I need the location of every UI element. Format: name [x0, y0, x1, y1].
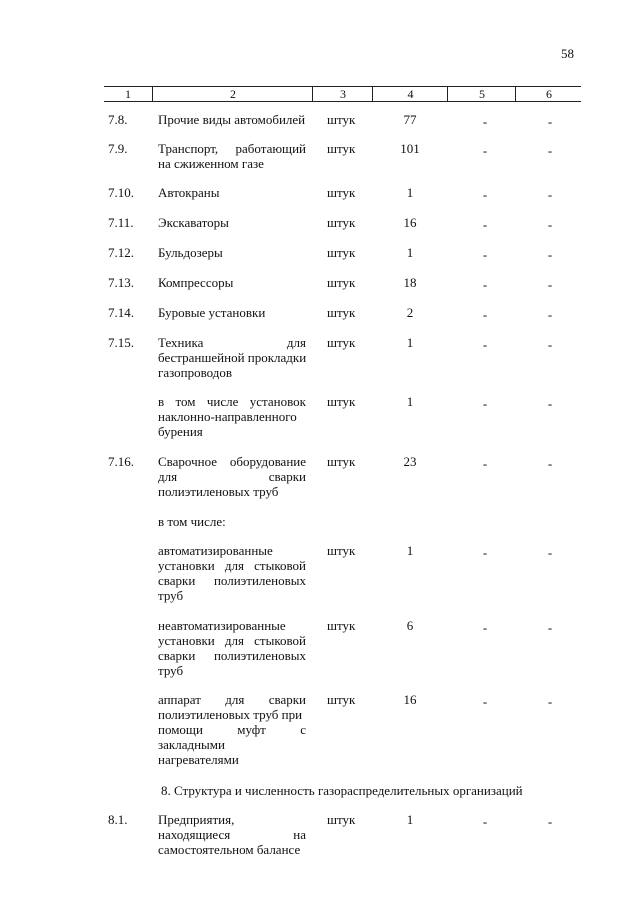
row-value: 1 [406, 335, 414, 350]
row-name-line: Автокраны [158, 185, 220, 200]
row-col6: - [547, 456, 553, 471]
row-name-line: полиэтиленовых труб при [158, 707, 303, 722]
row-name-line: находящиеся на [158, 827, 306, 842]
row-col5: - [482, 307, 488, 322]
row-name-line: Сварочное оборудование [158, 454, 306, 469]
row-value: 1 [406, 245, 414, 260]
row-unit: штук [327, 275, 356, 290]
row-number: 7.12. [108, 245, 134, 260]
row-value: 16 [403, 692, 417, 707]
row-col5: - [482, 143, 488, 158]
row-col5: - [482, 114, 488, 129]
header-col-5: 5 [447, 87, 516, 101]
row-unit: штук [327, 305, 356, 320]
row-name [158, 543, 306, 603]
row-name [158, 245, 306, 260]
header-col-2: 2 [152, 87, 313, 101]
row-name [158, 305, 306, 320]
row-col6: - [547, 396, 553, 411]
row-name [158, 275, 306, 290]
row-value: 23 [403, 454, 417, 469]
row-number: 7.10. [108, 185, 134, 200]
row-name [158, 454, 306, 499]
row-unit: штук [327, 618, 356, 633]
section-title: 8. Структура и численность газораспределительных организаций [161, 783, 523, 798]
row-value: 1 [406, 543, 414, 558]
row-col5: - [482, 620, 488, 635]
row-col6: - [547, 247, 553, 262]
row-name-line: помощи муфт с [158, 722, 306, 737]
row-name-line: Компрессоры [158, 275, 234, 290]
row-name-line: Прочие виды автомобилей [158, 112, 306, 127]
row-name [158, 514, 306, 529]
row-name-line: наклонно-направленного [158, 409, 297, 424]
row-name-line: Предприятия, [158, 812, 235, 827]
row-number: 7.13. [108, 275, 134, 290]
row-col6: - [547, 814, 553, 829]
row-value: 77 [403, 112, 417, 127]
row-col5: - [482, 694, 488, 709]
row-name [158, 335, 306, 380]
row-name-line: сварки полиэтиленовых [158, 648, 306, 663]
row-value: 6 [406, 618, 414, 633]
row-name-line: нагревателями [158, 752, 239, 767]
row-number: 7.15. [108, 335, 134, 350]
row-unit: штук [327, 692, 356, 707]
row-number: 7.9. [108, 141, 128, 156]
row-name-line: Буровые установки [158, 305, 266, 320]
row-value: 2 [406, 305, 414, 320]
row-number: 7.11. [108, 215, 134, 230]
row-name-line: труб [158, 663, 184, 678]
row-name [158, 141, 306, 171]
row-name-line: бестраншейной прокладки [158, 350, 307, 365]
row-name [158, 812, 306, 857]
row-unit: штук [327, 112, 356, 127]
row-name-line: установки для стыковой [158, 558, 306, 573]
row-col5: - [482, 277, 488, 292]
row-name-line: труб [158, 588, 184, 603]
row-value: 1 [406, 812, 414, 827]
row-name [158, 394, 306, 439]
row-name-line: на сжиженном газе [158, 156, 264, 171]
row-number: 7.16. [108, 454, 134, 469]
row-name-line: автоматизированные [158, 543, 273, 558]
row-col6: - [547, 114, 553, 129]
row-value: 101 [400, 141, 420, 156]
row-name-line: аппарат для сварки [158, 692, 306, 707]
row-col6: - [547, 620, 553, 635]
row-name-line: Техника для [158, 335, 306, 350]
row-name-line: Транспорт, работающий [158, 141, 306, 156]
row-value: 16 [403, 215, 417, 230]
row-value: 1 [406, 185, 414, 200]
row-name-line: в том числе установок [158, 394, 306, 409]
row-col6: - [547, 217, 553, 232]
row-col5: - [482, 217, 488, 232]
row-number: 7.8. [108, 112, 128, 127]
row-col5: - [482, 814, 488, 829]
row-col5: - [482, 337, 488, 352]
row-name [158, 215, 306, 230]
row-name-line: Бульдозеры [158, 245, 223, 260]
row-name-line: полиэтиленовых труб [158, 484, 279, 499]
header-col-1: 1 [125, 87, 131, 101]
row-name-line: установки для стыковой [158, 633, 306, 648]
row-col6: - [547, 694, 553, 709]
row-unit: штук [327, 245, 356, 260]
row-col5: - [482, 545, 488, 560]
row-col6: - [547, 307, 553, 322]
row-unit: штук [327, 812, 356, 827]
row-name-line: бурения [158, 424, 203, 439]
row-name-line: закладными [158, 737, 225, 752]
row-col6: - [547, 545, 553, 560]
row-number: 8.1. [108, 812, 128, 827]
row-col6: - [547, 337, 553, 352]
row-col5: - [482, 247, 488, 262]
row-col5: - [482, 396, 488, 411]
row-value: 18 [403, 275, 417, 290]
header-col-3: 3 [312, 87, 373, 101]
row-name [158, 692, 306, 767]
row-unit: штук [327, 454, 356, 469]
header-col-4: 4 [372, 87, 448, 101]
row-name [158, 185, 306, 200]
page-number: 58 [561, 46, 574, 61]
table-header [104, 86, 581, 102]
row-col5: - [482, 456, 488, 471]
row-unit: штук [327, 335, 356, 350]
row-col6: - [547, 187, 553, 202]
row-name-line: сварки полиэтиленовых [158, 573, 306, 588]
row-name-line: Экскаваторы [158, 215, 229, 230]
row-unit: штук [327, 141, 356, 156]
row-name-line: для сварки [158, 469, 306, 484]
row-name [158, 618, 306, 678]
row-name-line: неавтоматизированные [158, 618, 286, 633]
row-number: 7.14. [108, 305, 134, 320]
row-value: 1 [406, 394, 414, 409]
row-name-line: в том числе: [158, 514, 226, 529]
row-col5: - [482, 187, 488, 202]
row-col6: - [547, 277, 553, 292]
row-unit: штук [327, 543, 356, 558]
row-name [158, 112, 306, 127]
row-col6: - [547, 143, 553, 158]
row-unit: штук [327, 185, 356, 200]
row-unit: штук [327, 215, 356, 230]
header-col-6: 6 [515, 87, 582, 101]
row-name-line: газопроводов [158, 365, 233, 380]
row-unit: штук [327, 394, 356, 409]
row-name-line: самостоятельном балансе [158, 842, 301, 857]
